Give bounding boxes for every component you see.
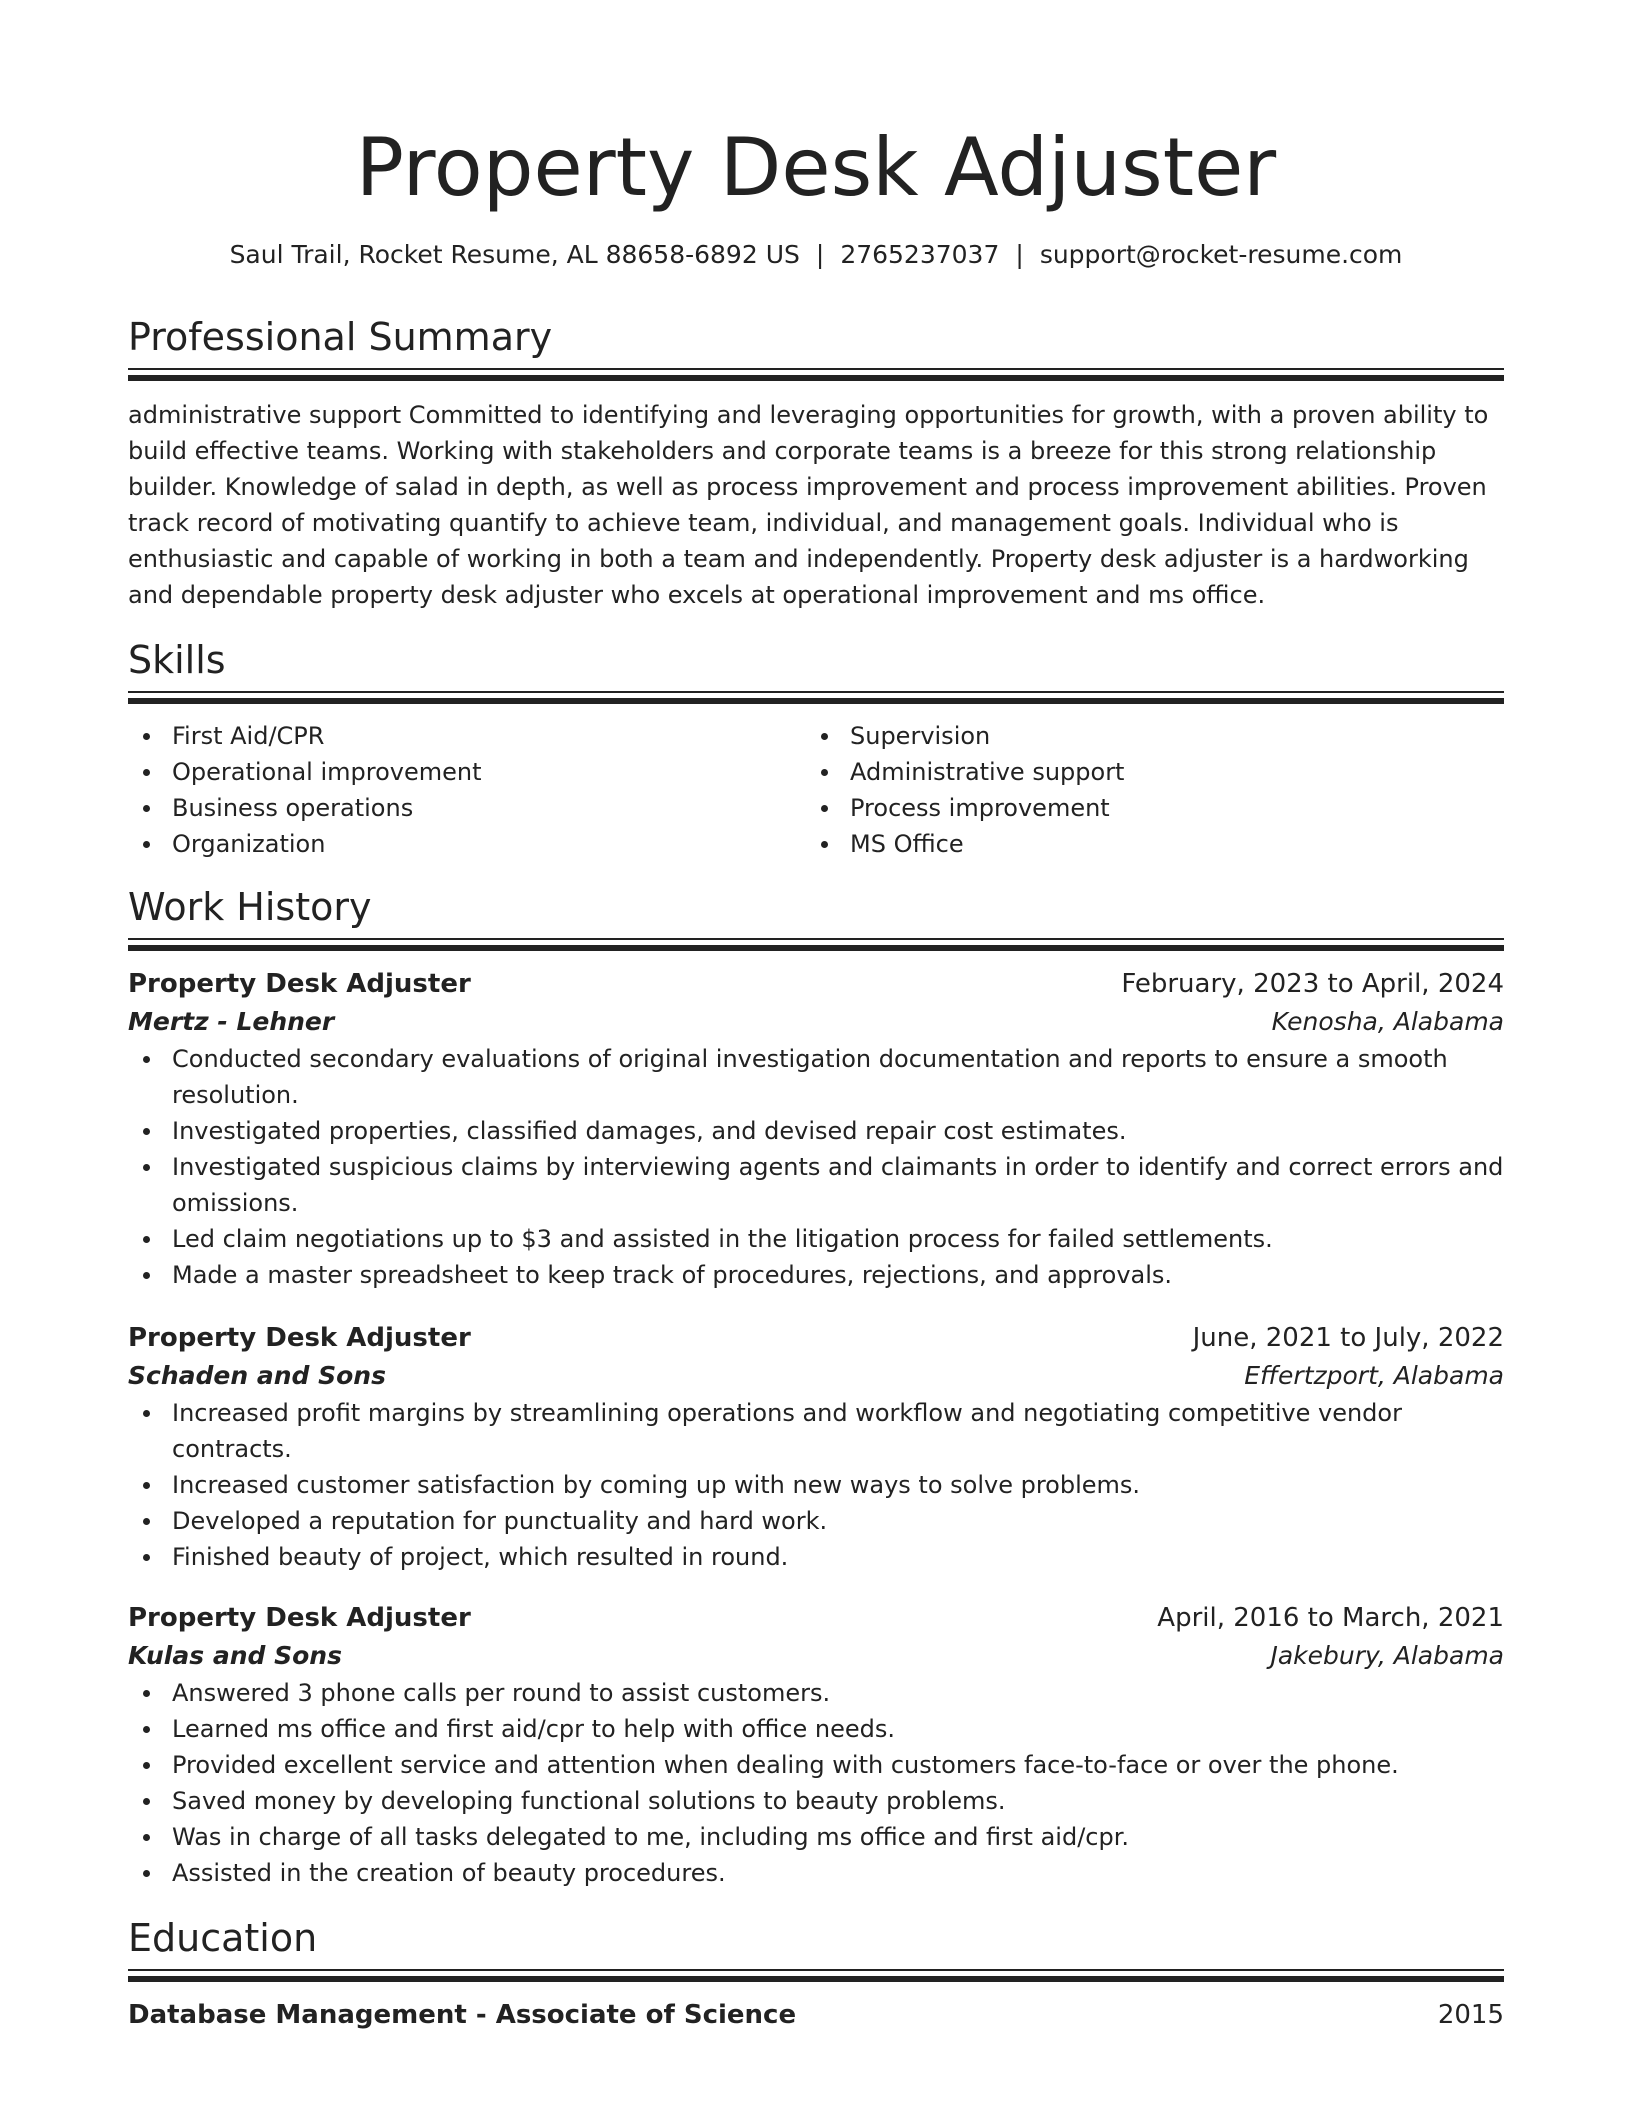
section-divider: [128, 691, 1504, 704]
skills-column-right: [806, 718, 1484, 862]
skill-item: Business operations: [128, 790, 806, 826]
skill-item: MS Office: [806, 826, 1484, 862]
job-company: Kulas and Sons: [128, 1641, 342, 1670]
work-section: [128, 884, 1504, 1891]
section-heading: Skills: [128, 638, 226, 682]
contact-line: [128, 238, 1504, 272]
job-company: Mertz - Lehner: [128, 1007, 335, 1036]
job-bullet: Developed a reputation for punctuality and hard work.: [128, 1503, 1504, 1539]
section-divider: [128, 938, 1504, 951]
job-location: Jakebury, Alabama: [1270, 1641, 1504, 1670]
job-title: Property Desk Adjuster: [128, 969, 471, 999]
section-heading: Education: [128, 1916, 318, 1960]
job-bullet: Saved money by developing functional solutions to beauty problems.: [128, 1783, 1504, 1819]
section-heading: Professional Summary: [128, 315, 553, 359]
job-bullet: Assisted in the creation of beauty procedures.: [128, 1855, 1504, 1891]
job-dates: June, 2021 to July, 2022: [1192, 1323, 1504, 1353]
job-bullet: Finished beauty of project, which resulted in round.: [128, 1539, 1504, 1575]
job-title: Property Desk Adjuster: [128, 1603, 471, 1633]
education-year: 2015: [1437, 2000, 1504, 2030]
education-section: [128, 1915, 1504, 2034]
resume-name: Property Desk Adjuster: [355, 121, 1277, 214]
job-dates: April, 2016 to March, 2021: [1157, 1603, 1504, 1633]
job-location: Effertzport, Alabama: [1244, 1361, 1504, 1390]
skill-item: First Aid/CPR: [128, 718, 806, 754]
job-title: Property Desk Adjuster: [128, 1323, 471, 1353]
skill-item: Operational improvement: [128, 754, 806, 790]
resume-page: [128, 0, 1504, 2034]
skills-section: [128, 637, 1504, 862]
skill-item: Process improvement: [806, 790, 1484, 826]
job-bullet: Conducted secondary evaluations of original investigation documentation and reports to ensure a smooth resolution.: [128, 1041, 1504, 1113]
section-divider: [128, 1969, 1504, 1982]
contact-address: Saul Trail, Rocket Resume, AL 88658-6892 US: [229, 240, 800, 269]
job-bullet: Answered 3 phone calls per round to assist customers.: [128, 1675, 1504, 1711]
job-bullet: Led claim negotiations up to $3 and assisted in the litigation process for failed settlements.: [128, 1221, 1504, 1257]
summary-text: administrative support Committed to identifying and leveraging opportunities for growth, with a proven ability to build effective teams. Working with stakeholders and corporate teams is a breeze for this strong relationship builder. Knowledge of salad in depth, as well as process improvement and process improvement abilities. Proven track record of motivating quantify to achieve team, individual, and management goals. Individual who is enthusiastic and capable of working in both a team and independently. Property desk adjuster is a hardworking and dependable property desk adjuster who excels at operational improvement and ms office.: [128, 401, 1489, 609]
job-bullet: Investigated properties, classified damages, and devised repair cost estimates.: [128, 1113, 1504, 1149]
contact-separator: |: [1015, 240, 1024, 269]
skills-column-left: [128, 718, 806, 862]
job-bullet: Made a master spreadsheet to keep track of procedures, rejections, and approvals.: [128, 1257, 1504, 1293]
job-dates: February, 2023 to April, 2024: [1121, 969, 1504, 999]
skill-item: Supervision: [806, 718, 1484, 754]
job-bullet: Investigated suspicious claims by interviewing agents and claimants in order to identify and correct errors and omissions.: [128, 1149, 1504, 1221]
contact-email: support@rocket-resume.com: [1039, 240, 1403, 269]
job-bullet: Increased profit margins by streamlining operations and workflow and negotiating competitive vendor contracts.: [128, 1395, 1504, 1467]
contact-separator: |: [815, 240, 825, 269]
skill-item: Organization: [128, 826, 806, 862]
contact-phone: 2765237037: [840, 240, 1000, 269]
section-divider: [128, 368, 1504, 381]
skills-grid: [128, 718, 1504, 862]
job-entry: [128, 965, 1504, 1293]
section-heading: Work History: [128, 885, 372, 929]
job-bullet: Learned ms office and first aid/cpr to help with office needs.: [128, 1711, 1504, 1747]
job-bullet: Increased customer satisfaction by coming up with new ways to solve problems.: [128, 1467, 1504, 1503]
job-bullet: Was in charge of all tasks delegated to me, including ms office and first aid/cpr.: [128, 1819, 1504, 1855]
summary-section: [128, 314, 1504, 613]
job-entry: [128, 1319, 1504, 1575]
job-bullet: Provided excellent service and attention when dealing with customers face-to-face or over the phone.: [128, 1747, 1504, 1783]
job-entry: [128, 1599, 1504, 1891]
skill-item: Administrative support: [806, 754, 1484, 790]
education-degree: Database Management - Associate of Science: [128, 2000, 797, 2030]
job-company: Schaden and Sons: [128, 1361, 386, 1390]
job-location: Kenosha, Alabama: [1271, 1007, 1504, 1036]
